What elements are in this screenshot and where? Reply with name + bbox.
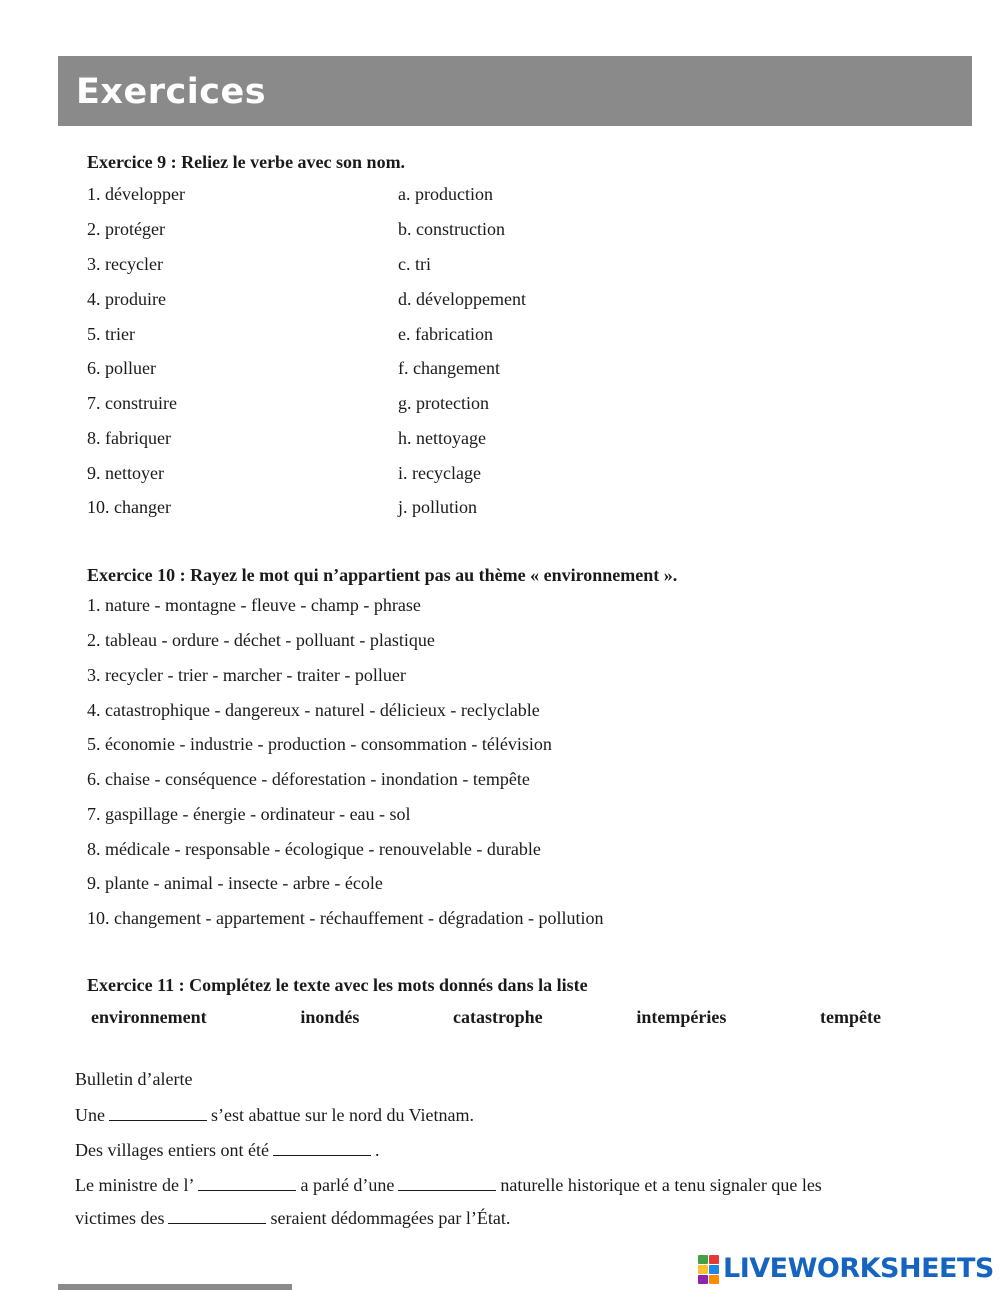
sentence-text: Des villages entiers ont été (75, 1140, 269, 1160)
sentence-text: Le ministre de l’ (75, 1175, 195, 1195)
ex10-word-line: 6. chaise - conséquence - déforestation - inondation - tempête (87, 769, 530, 789)
ex9-noun: f. changement (398, 358, 500, 378)
ex10-word-line: 8. médicale - responsable - écologique - renouvelable - durable (87, 839, 541, 859)
ex9-verb: 9. nettoyer (87, 463, 164, 483)
ex9-verb: 8. fabriquer (87, 428, 171, 448)
bulletin-title: Bulletin d’alerte (75, 1069, 193, 1089)
ex9-noun: b. construction (398, 219, 505, 239)
ex9-noun: d. développement (398, 289, 526, 309)
sentence-3 (75, 1173, 822, 1196)
ex9-verb: 5. trier (87, 324, 135, 344)
word-bank-item: inondés (300, 1007, 360, 1027)
exercise-10-title: Exercice 10 : Rayez le mot qui n’appartient pas au thème « environnement ». (87, 565, 678, 585)
ex9-verb: 6. polluer (87, 358, 156, 378)
ex9-noun: a. production (398, 184, 493, 204)
sentence-2 (75, 1138, 379, 1161)
word-bank (91, 1006, 881, 1030)
footer-line (58, 1284, 292, 1290)
exercise-9-title: Exercice 9 : Reliez le verbe avec son nom. (87, 152, 406, 172)
ex9-noun: i. recyclage (398, 463, 481, 483)
ex9-noun: j. pollution (398, 497, 478, 517)
sentence-text: s’est abattue sur le nord du Vietnam. (211, 1105, 475, 1125)
ex9-noun: c. tri (398, 254, 431, 274)
answer-blank[interactable] (398, 1173, 496, 1191)
answer-blank[interactable] (198, 1173, 296, 1191)
ex10-word-line: 1. nature - montagne - fleuve - champ - phrase (87, 595, 421, 615)
answer-blank[interactable] (273, 1138, 371, 1156)
ex9-verb: 3. recycler (87, 254, 163, 274)
liveworksheets-brand: LIVEWORKSHEETS (723, 1253, 994, 1284)
ex9-noun: g. protection (398, 393, 489, 413)
ex10-word-line: 2. tableau - ordure - déchet - polluant - plastique (87, 630, 435, 650)
ex9-verb: 2. protéger (87, 219, 165, 239)
ex9-verb: 4. produire (87, 289, 166, 309)
ex9-verb: 7. construire (87, 393, 177, 413)
answer-blank[interactable] (168, 1206, 266, 1224)
ex10-word-line: 5. économie - industrie - production - consommation - télévision (87, 734, 552, 754)
header-bar (58, 56, 972, 126)
sentence-text: . (374, 1140, 380, 1160)
word-bank-item: intempéries (636, 1007, 727, 1027)
liveworksheets-logo (698, 1254, 994, 1284)
sentence-text: Une (75, 1105, 105, 1125)
word-bank-item: catastrophe (453, 1007, 543, 1027)
ex10-word-line: 4. catastrophique - dangereux - naturel - délicieux - reclyclable (87, 700, 540, 720)
ex9-noun: h. nettoyage (398, 428, 486, 448)
ex10-word-line: 7. gaspillage - énergie - ordinateur - eau - sol (87, 804, 411, 824)
sentence-4 (75, 1206, 510, 1229)
sentence-text: seraient dédommagées par l’État. (270, 1208, 511, 1228)
ex10-word-line: 9. plante - animal - insecte - arbre - école (87, 873, 383, 893)
word-bank-item: environnement (91, 1007, 207, 1027)
ex9-verb: 1. développer (87, 184, 185, 204)
page-title: Exercices (76, 72, 267, 112)
ex10-word-line: 10. changement - appartement - réchauffement - dégradation - pollution (87, 908, 604, 928)
answer-blank[interactable] (109, 1103, 207, 1121)
sentence-1 (75, 1103, 474, 1126)
sentence-text: a parlé d’une (300, 1175, 395, 1195)
ex10-word-line: 3. recycler - trier - marcher - traiter - polluer (87, 665, 406, 685)
liveworksheets-logo-icon (698, 1255, 719, 1284)
word-bank-item: tempête (819, 1007, 881, 1027)
exercise-11-title: Exercice 11 : Complétez le texte avec les mots donnés dans la liste (87, 975, 588, 995)
ex9-noun: e. fabrication (398, 324, 493, 344)
sentence-text: victimes des (75, 1208, 165, 1228)
ex9-verb: 10. changer (87, 497, 171, 517)
sentence-text: naturelle historique et a tenu signaler que les (500, 1175, 822, 1195)
